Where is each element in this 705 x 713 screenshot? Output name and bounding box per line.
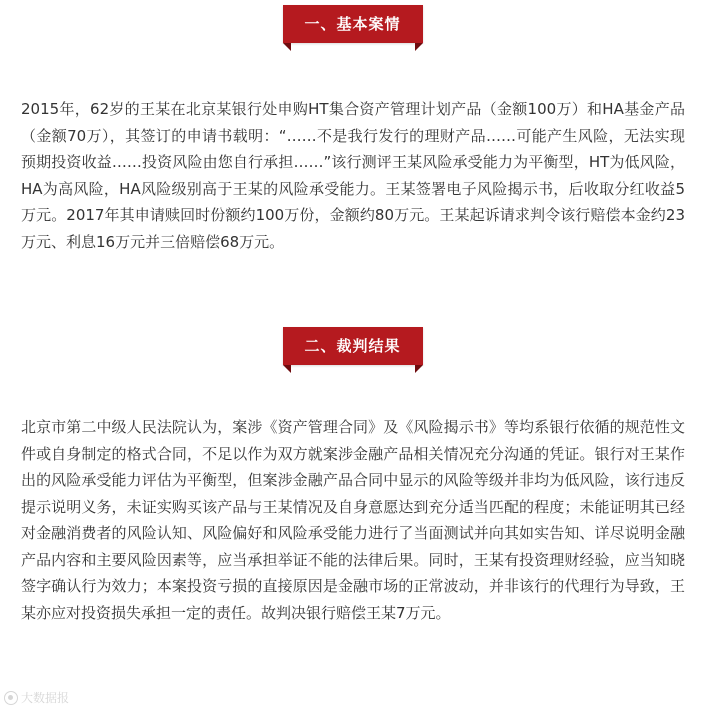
ribbon-fold-right <box>415 365 423 373</box>
section-header-judgment <box>283 327 423 373</box>
watermark <box>4 689 69 706</box>
judgment-paragraph: 北京市第二中级人民法院认为，案涉《资产管理合同》及《风险揭示书》等均系银行依循的规范性文件或自身制定的格式合同，不足以作为双方就案涉金融产品相关情况充分沟通的凭证。银行对王某作出的风险承受能力评估为平衡型，但案涉金融产品合同中显示的风险等级并非均为低风险，该行违反提示说明义务，未证实购买该产品与王某情况及自身意愿达到充分适当匹配的程度；未能证明其已经对金融消费者的风险认知、风险偏好和风险承受能力进行了当面测试并向其如实告知、详尽说明金融产品内容和主要风险因素等，应当承担举证不能的法律后果。同时，王某有投资理财经验，应当知晓签字确认行为效力；本案投资亏损的直接原因是金融市场的正常波动，并非该行的代理行为导致，王某亦应对投资损失承担一定的责任。故判决银行赔偿王某7万元。 <box>21 418 685 622</box>
ribbon-fold-left <box>283 43 291 51</box>
section-header-basic-facts <box>283 5 423 51</box>
section-title-judgment: 二、裁判结果 <box>283 327 423 365</box>
ribbon-fold-left <box>283 365 291 373</box>
watermark-text: 大数据报 <box>21 691 70 705</box>
basic-facts-paragraph: 2015年，62岁的王某在北京某银行处申购HT集合资产管理计划产品（金额100万）和HA基金产品（金额70万），其签订的申请书载明：“……不是我行发行的理财产品……可能产生风险，无法实现预期投资收益……投资风险由您自行承担……”该行测评王某风险承受能力为平衡型，HT为低风险，HA为高风险，HA风险级别高于王某的风险承受能力。王某签署电子风险揭示书，后收取分红收益5万元。2017年其申请赎回时份额约100万份，金额约80万元。王某起诉请求判令该行赔偿本金约23万元、利息16万元并三倍赔偿68万元。 <box>21 100 685 251</box>
section-title-basic-facts: 一、基本案情 <box>283 5 423 43</box>
ribbon-fold-right <box>415 43 423 51</box>
watermark-logo-icon <box>4 691 18 705</box>
